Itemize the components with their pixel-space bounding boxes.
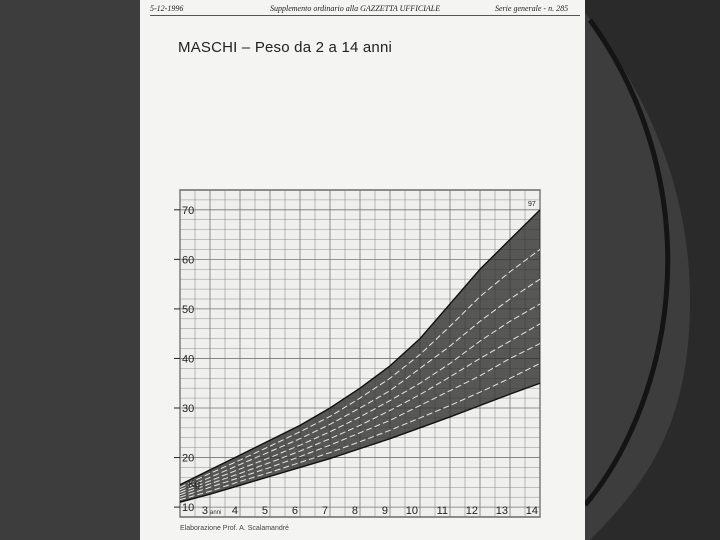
y-tick-label: 50: [182, 303, 195, 316]
x-tick-label: 5: [261, 505, 268, 517]
y-tick-label: 30: [182, 403, 195, 415]
y-tick-label: 70: [182, 204, 195, 217]
x-tick-label: 14: [525, 505, 538, 517]
header-series: Serie generale - n. 285: [495, 4, 569, 13]
background-arc-shape: [575, 0, 720, 540]
header-title: Supplemento ordinario alla GAZZETTA UFFICIALE: [270, 4, 441, 13]
x-tick-label: 9: [381, 505, 388, 517]
y-tick-label: 40: [182, 353, 195, 366]
growth-chart: [140, 0, 585, 540]
x-tick-label: 13: [495, 505, 508, 517]
x-tick-label: 10: [405, 505, 418, 517]
x-tick-label: 8: [351, 505, 358, 517]
x-tick-label: 12: [465, 505, 478, 517]
credit-text: Elaborazione Prof. A. Scalamandré: [180, 525, 289, 532]
chart-title: MASCHI – Peso da 2 a 14 anni: [178, 39, 393, 56]
percentile-97-label: 97: [528, 201, 536, 208]
x-axis-label: anni: [210, 510, 222, 516]
y-tick-label: 20: [182, 452, 195, 465]
x-tick-label: 7: [321, 505, 328, 517]
y-tick-label: 10: [182, 502, 195, 515]
x-tick-label: 3: [201, 505, 208, 517]
x-tick-label: 4: [231, 505, 238, 517]
document-page: [140, 0, 585, 540]
x-tick-label: 11: [436, 505, 448, 517]
header-date: 5-12-1996: [150, 4, 184, 13]
y-axis-label: Kg: [188, 479, 201, 490]
x-tick-label: 6: [291, 505, 298, 517]
y-tick-label: 60: [182, 254, 195, 267]
